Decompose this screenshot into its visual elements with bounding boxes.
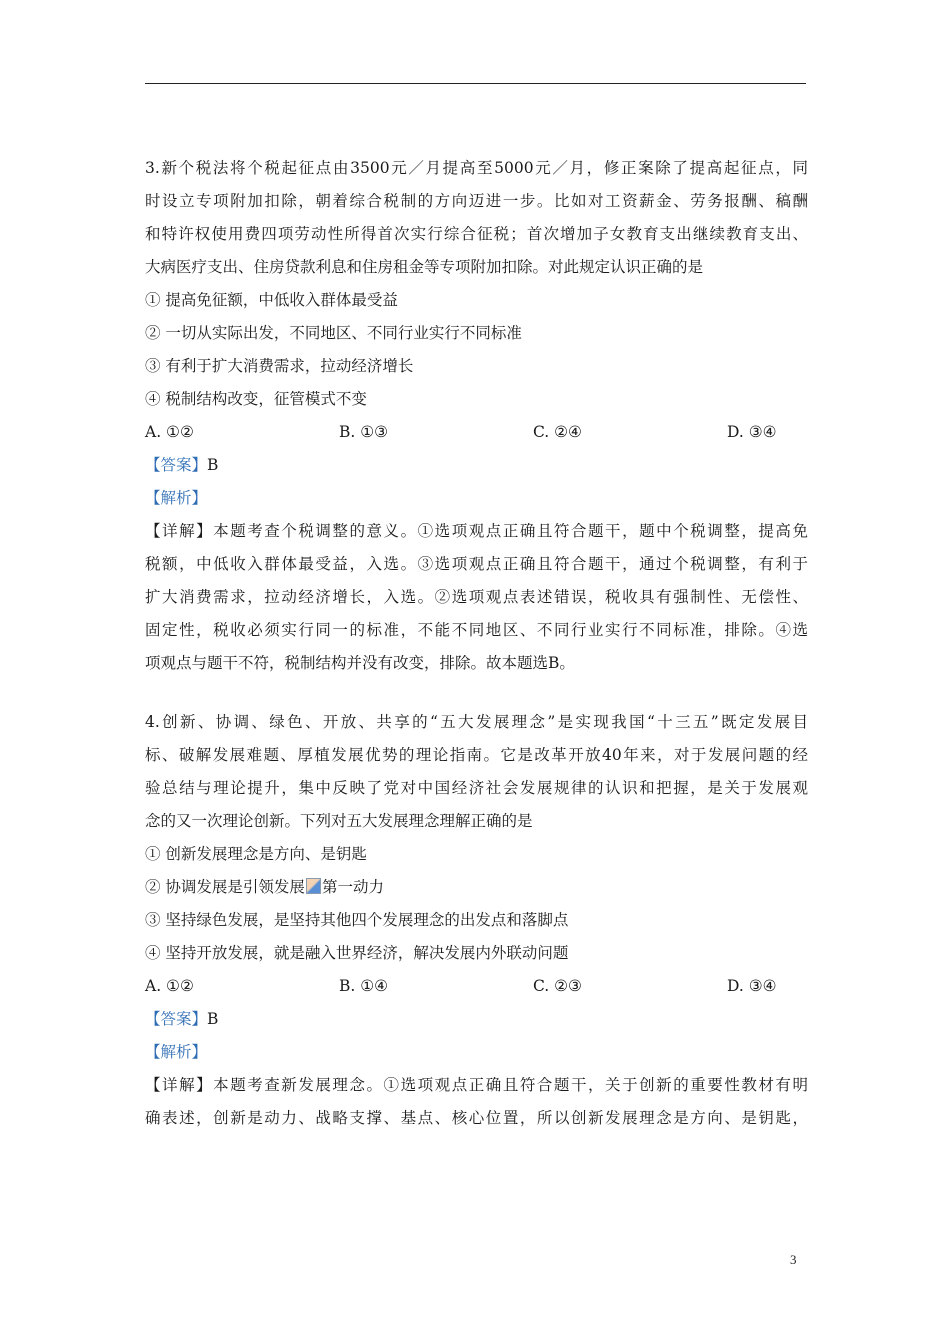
q3-option-d: D. ③④ <box>727 423 777 441</box>
answer-value: B <box>207 456 219 474</box>
q3-item-4: ④ 税制结构改变，征管模式不变 <box>145 390 367 408</box>
q3-options <box>145 416 808 449</box>
q3-detail-line <box>145 515 808 548</box>
broken-image-icon <box>306 878 321 894</box>
q3-stem-line: 和特许权使用费四项劳动性所得首次实行综合征税；首次增加子女教育支出继续教育支出、 <box>145 225 808 243</box>
detail-tag: 【详解】 <box>145 1076 214 1094</box>
q3-analysis <box>145 482 808 515</box>
q4-option-b: B. ①④ <box>339 977 389 995</box>
q3-answer <box>145 449 808 482</box>
q3-option-b: B. ①③ <box>339 423 389 441</box>
q4-option-c: C. ②③ <box>533 977 582 995</box>
q3-detail-line: 固定性，税收必须实行同一的标准，不能不同地区、不同行业实行不同标准，排除。④选 <box>145 621 808 639</box>
q3-item-2: ② 一切从实际出发，不同地区、不同行业实行不同标准 <box>145 324 522 342</box>
q4-item-3: ③ 坚持绿色发展，是坚持其他四个发展理念的出发点和落脚点 <box>145 911 569 929</box>
q4-answer <box>145 1003 808 1036</box>
q4-stem-line: 念的又一次理论创新。下列对五大发展理念理解正确的是 <box>145 812 533 830</box>
q3-option-a: A. ①② <box>145 423 194 441</box>
q3-detail-line: 扩大消费需求，拉动经济增长，入选。②选项观点表述错误，税收具有强制性、无偿性、 <box>145 588 808 606</box>
question-gap <box>145 680 808 706</box>
answer-value: B <box>207 1010 219 1028</box>
q4-option-d: D. ③④ <box>727 977 777 995</box>
answer-tag: 【答案】 <box>145 1010 208 1028</box>
q3-option-c: C. ②④ <box>533 423 582 441</box>
detail-text: 本题考查个税调整的意义。①选项观点正确且符合题干，题中个税调整，提高免 <box>213 522 808 540</box>
document-body <box>145 152 808 1135</box>
q4-detail-line: 确表述，创新是动力、战略支撑、基点、核心位置，所以创新发展理念是方向、是钥匙， <box>145 1109 808 1127</box>
q4-analysis <box>145 1036 808 1069</box>
q4-stem-line: 验总结与理论提升，集中反映了党对中国经济社会发展规律的认识和把握，是关于发展观 <box>145 779 808 797</box>
q3-item-3: ③ 有利于扩大消费需求，拉动经济增长 <box>145 357 414 375</box>
header-rule <box>145 83 806 84</box>
detail-tag: 【详解】 <box>145 522 214 540</box>
q3-detail-line: 项观点与题干不符，税制结构并没有改变，排除。故本题选B。 <box>145 654 575 672</box>
analysis-tag: 【解析】 <box>145 489 208 507</box>
q4-item-4: ④ 坚持开放发展，就是融入世界经济，解决发展内外联动问题 <box>145 944 569 962</box>
page-number: 3 <box>790 1252 797 1267</box>
q3-stem-line: 大病医疗支出、住房贷款利息和住房租金等专项附加扣除。对此规定认识正确的是 <box>145 258 704 276</box>
detail-text: 本题考查新发展理念。①选项观点正确且符合题干，关于创新的重要性教材有明 <box>213 1076 808 1094</box>
analysis-tag: 【解析】 <box>145 1043 208 1061</box>
q3-stem-line: 3.新个税法将个税起征点由3500元／月提高至5000元／月，修正案除了提高起征点，同 <box>145 159 808 177</box>
q4-stem-line: 4.创新、协调、绿色、开放、共享的“五大发展理念”是实现我国“十三五”既定发展目 <box>145 713 808 731</box>
q4-item-1: ① 创新发展理念是方向、是钥匙 <box>145 845 367 863</box>
q3-stem-line: 时设立专项附加扣除，朝着综合税制的方向迈进一步。比如对工资薪金、劳务报酬、稿酬 <box>145 192 808 210</box>
q4-stem-line: 标、破解发展难题、厚植发展优势的理论指南。它是改革开放40年来，对于发展问题的经 <box>145 746 808 764</box>
q4-item-2-text-end: 第一动力 <box>321 878 384 896</box>
q4-item-2-text: ② 协调发展是引领发展 <box>145 878 305 896</box>
q4-option-a: A. ①② <box>145 977 194 995</box>
q4-options <box>145 970 808 1003</box>
q4-item-2 <box>145 871 808 904</box>
q3-item-1: ① 提高免征额，中低收入群体最受益 <box>145 291 398 309</box>
q4-detail-line <box>145 1069 808 1102</box>
q3-detail-line: 税额，中低收入群体最受益，入选。③选项观点正确且符合题干，通过个税调整，有利于 <box>145 555 808 573</box>
answer-tag: 【答案】 <box>145 456 208 474</box>
